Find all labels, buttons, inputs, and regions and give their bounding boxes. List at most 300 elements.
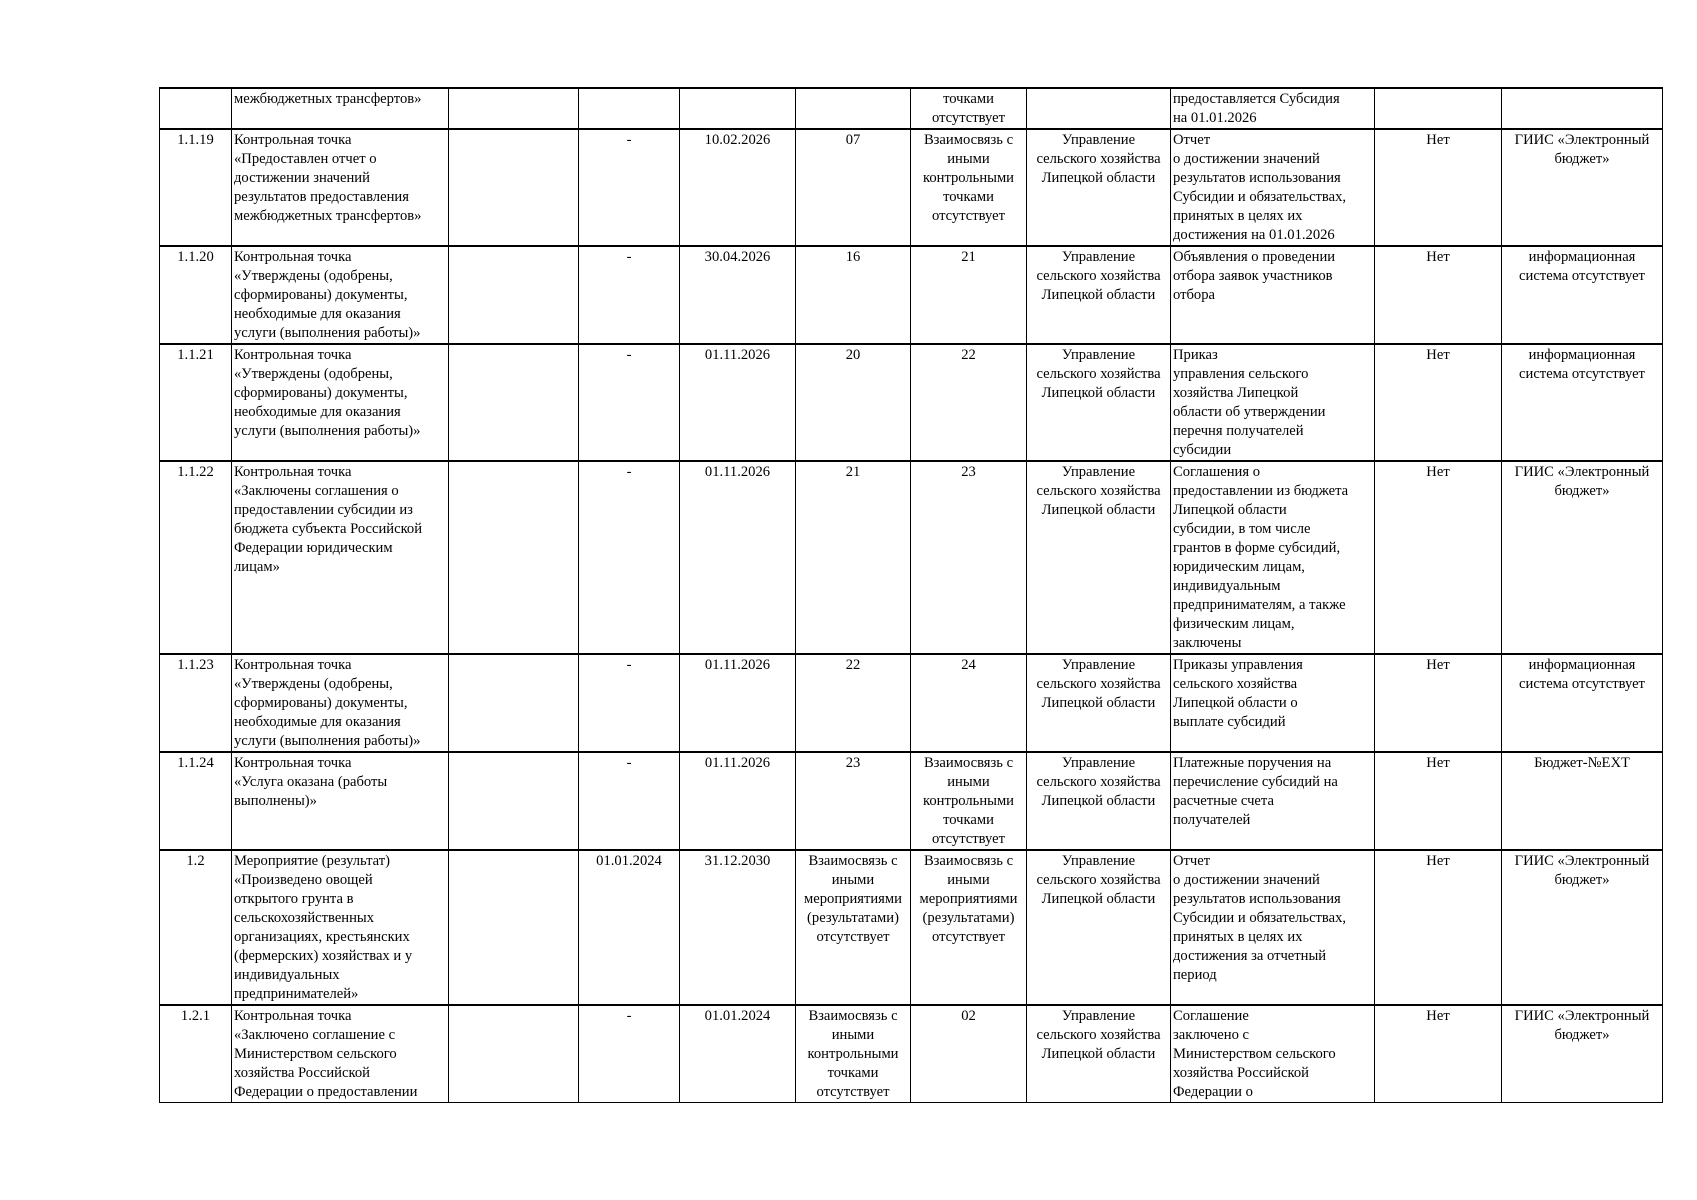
- end-date-text: 01.11.2026: [704, 755, 771, 771]
- name-line: «Заключены соглашения о: [234, 483, 399, 499]
- document-cell: [1171, 344, 1375, 461]
- name-line: Контрольная точка: [234, 249, 352, 265]
- document-line: отбора заявок участников: [1173, 268, 1333, 284]
- predecessor-line: 20: [845, 347, 861, 363]
- information-system-line: бюджет»: [1554, 1027, 1610, 1043]
- predecessor-line: Взаимосвязь с: [808, 1008, 898, 1024]
- successor-line: точками: [943, 189, 994, 205]
- empty-cell: [449, 461, 579, 654]
- flag-cell: [1375, 752, 1502, 850]
- name-line: предоставлении субсидии из: [234, 502, 413, 518]
- row-number-cell: [160, 88, 232, 129]
- responsible-line: Управление: [1061, 853, 1136, 869]
- document-line: Отчет: [1173, 853, 1211, 869]
- document-line: Субсидии и обязательствах,: [1173, 189, 1347, 205]
- responsible-line: сельского хозяйства: [1036, 483, 1161, 499]
- name-line: открытого грунта в: [234, 891, 354, 907]
- empty-cell: [449, 129, 579, 246]
- successor-line: иными: [947, 872, 990, 888]
- document-line: Отчет: [1173, 132, 1211, 148]
- predecessor-cell: [796, 752, 911, 850]
- successor-line: 22: [961, 347, 976, 363]
- name-line: выполнены)»: [234, 793, 317, 809]
- document-line: на 01.01.2026: [1173, 110, 1257, 126]
- row-number-text: 1.2: [186, 853, 205, 869]
- successor-line: точками: [943, 91, 994, 107]
- flag-text: Нет: [1426, 347, 1450, 363]
- information-system-line: ГИИС «Электронный: [1514, 132, 1650, 148]
- information-system-line: система отсутствует: [1519, 366, 1645, 382]
- end-date-text: 30.04.2026: [704, 249, 771, 265]
- name-line: хозяйства Российской: [234, 1065, 370, 1081]
- document-line: Липецкой области о: [1173, 695, 1298, 711]
- document-line: предоставляется Субсидия: [1173, 91, 1340, 107]
- name-line: Федерации юридическим: [234, 540, 393, 556]
- successor-cell: [911, 88, 1027, 129]
- row-number-text: 1.1.22: [177, 464, 214, 480]
- successor-cell: [911, 129, 1027, 246]
- name-line: «Услуга оказана (работы: [234, 774, 388, 790]
- responsible-line: Управление: [1061, 249, 1136, 265]
- predecessor-line: точками: [827, 1065, 879, 1081]
- responsible-line: сельского хозяйства: [1036, 151, 1161, 167]
- information-system-cell: [1502, 461, 1663, 654]
- document-line: сельского хозяйства: [1173, 676, 1298, 692]
- document-line: о достижении значений: [1173, 872, 1320, 888]
- information-system-cell: [1502, 88, 1663, 129]
- predecessor-line: отсутствует: [816, 1084, 890, 1100]
- predecessor-cell: [796, 344, 911, 461]
- predecessor-cell: [796, 1005, 911, 1103]
- name-line: сформированы) документы,: [234, 287, 408, 303]
- empty-cell: [449, 88, 579, 129]
- document-line: результатов использования: [1173, 891, 1341, 907]
- table-row: [160, 246, 1663, 344]
- flag-cell: [1375, 654, 1502, 752]
- information-system-cell: [1502, 246, 1663, 344]
- end-date-cell: [680, 129, 796, 246]
- document-line: юридическим лицам,: [1173, 559, 1305, 575]
- name-line: (фермерских) хозяйствах и у: [234, 948, 413, 964]
- name-line: бюджета субъекта Российской: [234, 521, 423, 537]
- document-line: Липецкой области: [1173, 502, 1287, 518]
- predecessor-line: мероприятиями: [804, 891, 902, 907]
- document-line: хозяйства Российской: [1173, 1065, 1309, 1081]
- successor-line: отсутствует: [931, 208, 1005, 224]
- responsible-line: Липецкой области: [1041, 1046, 1156, 1062]
- document-line: индивидуальным: [1173, 578, 1281, 594]
- responsible-cell: [1027, 344, 1171, 461]
- name-line: предпринимателей»: [234, 986, 359, 1002]
- row-number-cell: [160, 850, 232, 1005]
- name-line: сельскохозяйственных: [234, 910, 375, 926]
- successor-cell: [911, 461, 1027, 654]
- name-line: Мероприятие (результат): [234, 853, 390, 869]
- successor-line: 23: [961, 464, 976, 480]
- successor-line: Взаимосвязь с: [923, 853, 1014, 869]
- row-number-text: 1.1.24: [177, 755, 214, 771]
- end-date-text: 31.12.2030: [704, 853, 771, 869]
- document-cell: [1171, 88, 1375, 129]
- information-system-cell: [1502, 129, 1663, 246]
- successor-line: Взаимосвязь с: [923, 755, 1014, 771]
- empty-cell: [449, 1005, 579, 1103]
- successor-line: 24: [961, 657, 976, 673]
- end-date-cell: [680, 752, 796, 850]
- name-line: лицам»: [234, 559, 280, 575]
- information-system-cell: [1502, 752, 1663, 850]
- predecessor-line: 21: [845, 464, 861, 480]
- flag-cell: [1375, 1005, 1502, 1103]
- row-number-cell: [160, 752, 232, 850]
- name-line: Министерством сельского: [234, 1046, 397, 1062]
- document-line: перечня получателей: [1173, 423, 1304, 439]
- name-line: Контрольная точка: [234, 657, 352, 673]
- responsible-line: Управление: [1061, 347, 1136, 363]
- document-line: о достижении значений: [1173, 151, 1320, 167]
- responsible-line: Управление: [1061, 132, 1136, 148]
- successor-line: контрольными: [922, 793, 1014, 809]
- name-cell: [232, 752, 449, 850]
- flag-cell: [1375, 246, 1502, 344]
- document-line: заключены: [1173, 635, 1242, 651]
- successor-cell: [911, 654, 1027, 752]
- name-cell: [232, 654, 449, 752]
- end-date-text: 01.01.2024: [704, 1008, 771, 1024]
- empty-cell: [449, 850, 579, 1005]
- empty-cell: [449, 654, 579, 752]
- predecessor-cell: [796, 88, 911, 129]
- end-date-text: 01.11.2026: [704, 464, 771, 480]
- name-line: Контрольная точка: [234, 132, 352, 148]
- successor-line: иными: [947, 774, 990, 790]
- name-line: достижении значений: [234, 170, 370, 186]
- responsible-line: Управление: [1061, 755, 1136, 771]
- successor-line: точками: [943, 812, 994, 828]
- document-line: достижения за отчетный: [1173, 948, 1327, 964]
- responsible-line: Липецкой области: [1041, 891, 1156, 907]
- document-cell: [1171, 654, 1375, 752]
- responsible-line: Управление: [1061, 464, 1136, 480]
- responsible-line: Липецкой области: [1041, 695, 1156, 711]
- flag-text: Нет: [1426, 853, 1450, 869]
- start-date-cell: [579, 88, 680, 129]
- table-body: [160, 88, 1663, 1103]
- predecessor-cell: [796, 461, 911, 654]
- name-line: «Утверждены (одобрены,: [234, 366, 393, 382]
- successor-cell: [911, 246, 1027, 344]
- predecessor-cell: [796, 129, 911, 246]
- information-system-line: ГИИС «Электронный: [1514, 853, 1650, 869]
- document-line: хозяйства Липецкой: [1173, 385, 1299, 401]
- name-line: результатов предоставления: [234, 189, 409, 205]
- flag-cell: [1375, 88, 1502, 129]
- document-cell: [1171, 752, 1375, 850]
- successor-line: отсутствует: [931, 831, 1005, 847]
- table-row: [160, 88, 1663, 129]
- information-system-cell: [1502, 654, 1663, 752]
- successor-cell: [911, 344, 1027, 461]
- responsible-cell: [1027, 129, 1171, 246]
- name-line: «Заключено соглашение с: [234, 1027, 396, 1043]
- row-number-text: 1.1.23: [177, 657, 214, 673]
- responsible-line: сельского хозяйства: [1036, 366, 1161, 382]
- name-line: необходимые для оказания: [234, 714, 401, 730]
- predecessor-line: (результатами): [807, 910, 899, 926]
- name-line: «Предоставлен отчет о: [234, 151, 377, 167]
- responsible-line: Липецкой области: [1041, 385, 1156, 401]
- flag-cell: [1375, 850, 1502, 1005]
- name-cell: [232, 129, 449, 246]
- row-number-text: 1.1.20: [177, 249, 214, 265]
- start-date-cell: [579, 850, 680, 1005]
- document-line: отбора: [1173, 287, 1215, 303]
- row-number-text: 1.1.19: [177, 132, 214, 148]
- end-date-cell: [680, 1005, 796, 1103]
- responsible-cell: [1027, 654, 1171, 752]
- information-system-line: информационная: [1528, 657, 1636, 673]
- successor-line: отсутствует: [931, 929, 1005, 945]
- predecessor-cell: [796, 850, 911, 1005]
- information-system-line: бюджет»: [1554, 483, 1610, 499]
- document-line: области об утверждении: [1173, 404, 1326, 420]
- start-date-text: -: [626, 657, 632, 673]
- successor-line: иными: [947, 151, 990, 167]
- responsible-cell: [1027, 850, 1171, 1005]
- document-line: принятых в целях их: [1173, 208, 1303, 224]
- name-line: Федерации о предоставлении: [234, 1084, 418, 1100]
- table-row: [160, 850, 1663, 1005]
- information-system-cell: [1502, 850, 1663, 1005]
- name-line: «Утверждены (одобрены,: [234, 268, 393, 284]
- name-cell: [232, 246, 449, 344]
- flag-text: Нет: [1426, 249, 1450, 265]
- responsible-line: Управление: [1061, 1008, 1136, 1024]
- responsible-line: сельского хозяйства: [1036, 872, 1161, 888]
- document-line: расчетные счета: [1173, 793, 1274, 809]
- predecessor-line: Взаимосвязь с: [808, 853, 898, 869]
- document-line: выплате субсидий: [1173, 714, 1286, 730]
- end-date-cell: [680, 246, 796, 344]
- information-system-line: бюджет»: [1554, 151, 1610, 167]
- name-line: сформированы) документы,: [234, 695, 408, 711]
- name-line: «Произведено овощей: [234, 872, 373, 888]
- row-number-cell: [160, 344, 232, 461]
- predecessor-line: иными: [831, 1027, 875, 1043]
- document-line: Федерации о: [1173, 1084, 1253, 1100]
- document-line: предпринимателям, а также: [1173, 597, 1346, 613]
- row-number-cell: [160, 246, 232, 344]
- document-line: управления сельского: [1173, 366, 1309, 382]
- table-row: [160, 129, 1663, 246]
- name-line: Контрольная точка: [234, 464, 352, 480]
- name-line: индивидуальных: [234, 967, 340, 983]
- start-date-text: -: [626, 464, 632, 480]
- start-date-cell: [579, 752, 680, 850]
- information-system-line: бюджет»: [1554, 872, 1610, 888]
- empty-cell: [449, 344, 579, 461]
- information-system-line: информационная: [1528, 347, 1636, 363]
- predecessor-line: 07: [845, 132, 861, 148]
- successor-cell: [911, 850, 1027, 1005]
- name-line: необходимые для оказания: [234, 404, 401, 420]
- predecessor-cell: [796, 246, 911, 344]
- end-date-text: 10.02.2026: [704, 132, 771, 148]
- start-date-text: -: [626, 347, 632, 363]
- row-number-cell: [160, 654, 232, 752]
- flag-text: Нет: [1426, 132, 1450, 148]
- flag-text: Нет: [1426, 755, 1450, 771]
- name-cell: [232, 461, 449, 654]
- responsible-cell: [1027, 1005, 1171, 1103]
- predecessor-line: отсутствует: [816, 929, 890, 945]
- name-line: услуги (выполнения работы)»: [234, 325, 421, 341]
- successor-cell: [911, 752, 1027, 850]
- responsible-line: сельского хозяйства: [1036, 268, 1161, 284]
- name-line: «Утверждены (одобрены,: [234, 676, 393, 692]
- start-date-text: 01.01.2024: [596, 853, 662, 869]
- row-number-cell: [160, 1005, 232, 1103]
- information-system-line: информационная: [1528, 249, 1636, 265]
- document-table: [159, 87, 1663, 1103]
- responsible-line: сельского хозяйства: [1036, 676, 1161, 692]
- predecessor-cell: [796, 654, 911, 752]
- end-date-cell: [680, 850, 796, 1005]
- document-cell: [1171, 246, 1375, 344]
- start-date-cell: [579, 1005, 680, 1103]
- name-cell: [232, 344, 449, 461]
- responsible-cell: [1027, 246, 1171, 344]
- start-date-cell: [579, 344, 680, 461]
- document-line: перечисление субсидий на: [1173, 774, 1338, 790]
- start-date-cell: [579, 461, 680, 654]
- end-date-cell: [680, 654, 796, 752]
- information-system-cell: [1502, 1005, 1663, 1103]
- start-date-text: -: [626, 1008, 632, 1024]
- predecessor-line: 22: [845, 657, 861, 673]
- document-line: предоставлении из бюджета: [1173, 483, 1349, 499]
- name-line: Контрольная точка: [234, 755, 352, 771]
- successor-line: Взаимосвязь с: [923, 132, 1014, 148]
- responsible-line: сельского хозяйства: [1036, 1027, 1161, 1043]
- responsible-cell: [1027, 752, 1171, 850]
- information-system-cell: [1502, 344, 1663, 461]
- predecessor-line: иными: [831, 872, 875, 888]
- start-date-text: -: [626, 755, 632, 771]
- responsible-line: Липецкой области: [1041, 287, 1156, 303]
- end-date-cell: [680, 461, 796, 654]
- successor-line: 02: [961, 1008, 976, 1024]
- end-date-text: 01.11.2026: [704, 657, 771, 673]
- successor-line: (результатами): [922, 910, 1015, 926]
- responsible-cell: [1027, 88, 1171, 129]
- end-date-cell: [680, 344, 796, 461]
- responsible-line: сельского хозяйства: [1036, 774, 1161, 790]
- name-line: Контрольная точка: [234, 1008, 352, 1024]
- responsible-cell: [1027, 461, 1171, 654]
- name-line: межбюджетных трансфертов»: [234, 208, 422, 224]
- successor-cell: [911, 1005, 1027, 1103]
- document-line: принятых в целях их: [1173, 929, 1303, 945]
- successor-line: 21: [961, 249, 976, 265]
- name-line: организациях, крестьянских: [234, 929, 410, 945]
- flag-text: Нет: [1426, 464, 1450, 480]
- start-date-text: -: [626, 249, 632, 265]
- document-line: получателей: [1173, 812, 1251, 828]
- predecessor-line: 16: [845, 249, 861, 265]
- name-cell: [232, 1005, 449, 1103]
- name-line: необходимые для оказания: [234, 306, 401, 322]
- table-row: [160, 752, 1663, 850]
- information-system-line: система отсутствует: [1519, 268, 1645, 284]
- name-cell: [232, 850, 449, 1005]
- information-system-line: Бюджет-№ЕХТ: [1534, 755, 1630, 771]
- predecessor-line: контрольными: [807, 1046, 899, 1062]
- document-line: Приказы управления: [1173, 657, 1303, 673]
- flag-text: Нет: [1426, 657, 1450, 673]
- name-line: межбюджетных трансфертов»: [234, 91, 422, 107]
- row-number-text: 1.2.1: [180, 1008, 211, 1024]
- document-cell: [1171, 129, 1375, 246]
- information-system-line: ГИИС «Электронный: [1514, 1008, 1650, 1024]
- end-date-cell: [680, 88, 796, 129]
- row-number-cell: [160, 129, 232, 246]
- table-row: [160, 344, 1663, 461]
- document-line: результатов использования: [1173, 170, 1341, 186]
- document-line: период: [1173, 967, 1217, 983]
- document-line: субсидии, в том числе: [1173, 521, 1311, 537]
- empty-cell: [449, 752, 579, 850]
- responsible-line: Липецкой области: [1041, 502, 1156, 518]
- start-date-cell: [579, 246, 680, 344]
- document-line: заключено с: [1173, 1027, 1250, 1043]
- document-line: физическим лицам,: [1173, 616, 1295, 632]
- successor-line: контрольными: [922, 170, 1014, 186]
- responsible-line: Липецкой области: [1041, 793, 1156, 809]
- name-line: услуги (выполнения работы)»: [234, 733, 421, 749]
- table-row: [160, 461, 1663, 654]
- flag-cell: [1375, 344, 1502, 461]
- document-line: Объявления о проведении: [1173, 249, 1336, 265]
- document-cell: [1171, 1005, 1375, 1103]
- document-line: Министерством сельского: [1173, 1046, 1336, 1062]
- document-line: Платежные поручения на: [1173, 755, 1332, 771]
- name-line: услуги (выполнения работы)»: [234, 423, 421, 439]
- table-row: [160, 654, 1663, 752]
- flag-cell: [1375, 461, 1502, 654]
- row-number-cell: [160, 461, 232, 654]
- document-line: достижения на 01.01.2026: [1173, 227, 1335, 243]
- name-line: Контрольная точка: [234, 347, 352, 363]
- start-date-cell: [579, 654, 680, 752]
- responsible-line: Управление: [1061, 657, 1136, 673]
- document-line: Соглашение: [1173, 1008, 1249, 1024]
- start-date-cell: [579, 129, 680, 246]
- row-number-text: 1.1.21: [177, 347, 214, 363]
- empty-cell: [449, 246, 579, 344]
- successor-line: мероприятиями: [919, 891, 1018, 907]
- table-row: [160, 1005, 1663, 1103]
- flag-text: Нет: [1426, 1008, 1450, 1024]
- predecessor-line: 23: [845, 755, 861, 771]
- name-cell: [232, 88, 449, 129]
- document-line: субсидии: [1173, 442, 1232, 458]
- start-date-text: -: [626, 132, 632, 148]
- document-line: Субсидии и обязательствах,: [1173, 910, 1347, 926]
- responsible-line: Липецкой области: [1041, 170, 1156, 186]
- document-cell: [1171, 461, 1375, 654]
- document-cell: [1171, 850, 1375, 1005]
